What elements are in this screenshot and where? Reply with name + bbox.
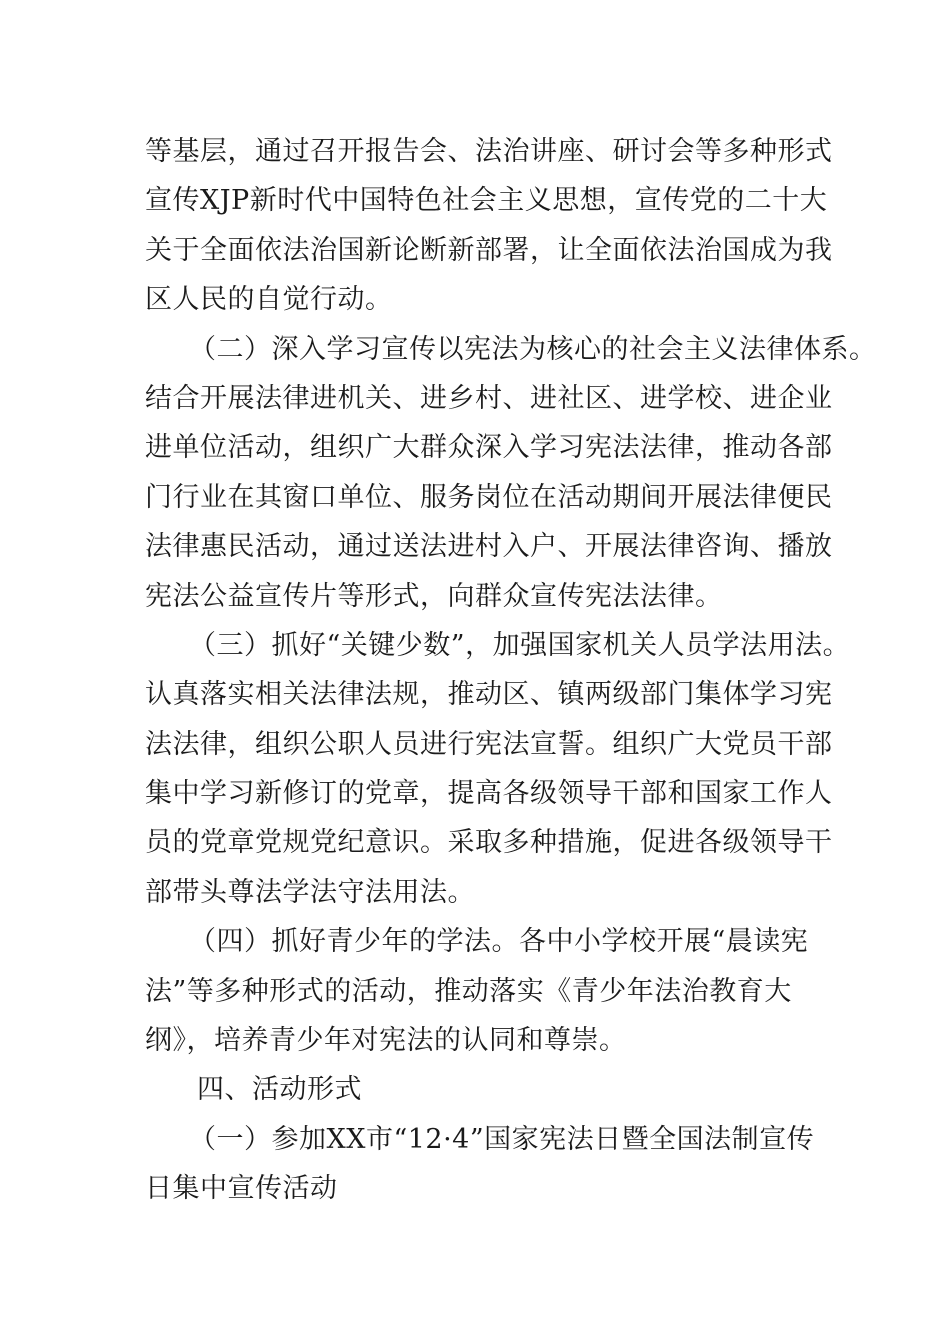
section-heading-3: （三）抓好“关键少数”，加强国家机关人员学法用法。 xyxy=(189,629,851,661)
text-line: 宣传XJP新时代中国特色社会主义思想，宣传党的二十大 xyxy=(145,185,828,217)
text-line: 等基层，通过召开报告会、法治讲座、研讨会等多种形式 xyxy=(145,136,833,167)
text-line: 纲》，培养青少年对宪法的认同和尊崇。 xyxy=(145,1025,627,1057)
section-heading-1: （一）参加XX市“12·4”国家宪法日暨全国法制宣传 xyxy=(189,1123,815,1155)
text-line: 门行业在其窗口单位、服务岗位在活动期间开展法律便民 xyxy=(145,481,833,513)
text-line: 进单位活动，组织广大群众深入学习宪法法律，推动各部 xyxy=(145,432,833,464)
chapter-heading: 四、活动形式 xyxy=(197,1074,362,1106)
text-line: 日集中宣传活动 xyxy=(145,1173,338,1205)
text-line: 法法律，组织公职人员进行宪法宣誓。组织广大党员干部 xyxy=(145,728,833,760)
text-line: 关于全面依法治国新论断新部署，让全面依法治国成为我 xyxy=(145,234,833,266)
text-line: 结合开展法律进机关、进乡村、进社区、进学校、进企业 xyxy=(145,382,833,414)
text-line: 员的党章党规党纪意识。采取多种措施，促进各级领导干 xyxy=(145,827,833,859)
section-heading-4: （四）抓好青少年的学法。各中小学校开展“晨读宪 xyxy=(189,926,809,958)
text-line: 区人民的自觉行动。 xyxy=(145,284,393,316)
text-line: 法”等多种形式的活动，推动落实《青少年法治教育大 xyxy=(145,975,792,1007)
section-heading-2: （二）深入学习宣传以宪法为核心的社会主义法律体系。 xyxy=(189,333,877,365)
text-line: 法律惠民活动，通过送法进村入户、开展法律咨询、播放 xyxy=(145,531,833,563)
text-line: 宪法公益宣传片等形式，向群众宣传宪法法律。 xyxy=(145,580,723,612)
document-body xyxy=(145,127,877,1214)
text-line: 集中学习新修订的党章，提高各级领导干部和国家工作人 xyxy=(145,778,833,810)
text-line: 认真落实相关法律法规，推动区、镇两级部门集体学习宪 xyxy=(145,679,833,711)
text-line: 部带头尊法学法守法用法。 xyxy=(145,876,475,908)
